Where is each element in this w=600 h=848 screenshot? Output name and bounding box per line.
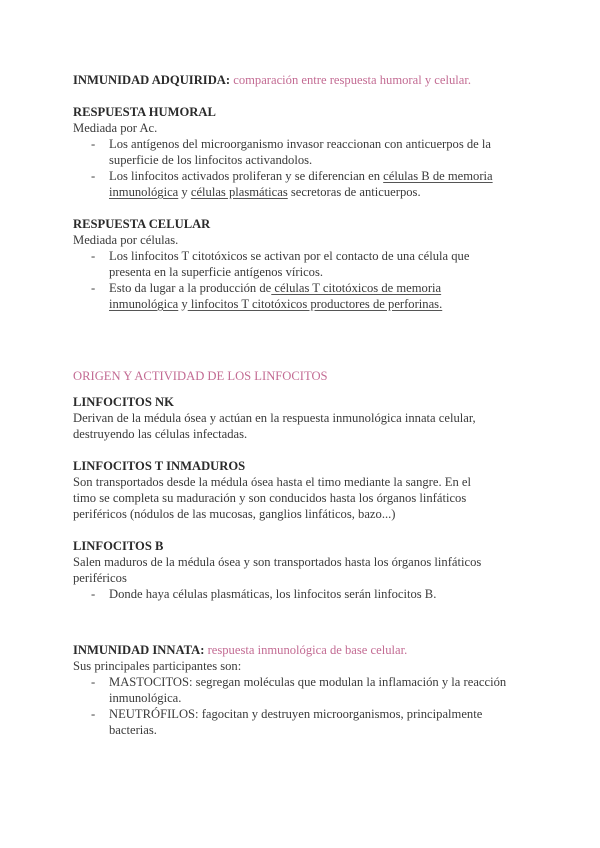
section-title-inmunidad-adquirida: INMUNIDAD ADQUIRIDA: comparación entre respuesta humoral y celular. xyxy=(73,73,472,87)
term-celulas-t-memoria: células T citotóxicos de memoria xyxy=(271,281,442,295)
humoral-list xyxy=(73,136,533,200)
section-title-inmunidad-innata: INMUNIDAD INNATA: respuesta inmunológica de base celular. xyxy=(73,643,408,657)
list-item: - NEUTRÓFILOS: fagocitan y destruyen microorganismos, principalmente bacterias. xyxy=(73,706,533,738)
heading-linfocitos-b: LINFOCITOS B xyxy=(73,539,164,553)
list-item: - Los antígenos del microorganismo invasor reaccionan con anticuerpos de la superficie de los linfocitos activandolos. xyxy=(73,136,533,168)
heading-respuesta-humoral: RESPUESTA HUMORAL xyxy=(73,105,216,119)
heading-linfocitos-t: LINFOCITOS T INMADUROS xyxy=(73,459,246,473)
innata-list xyxy=(73,674,533,738)
b-list xyxy=(73,586,533,602)
innata-intro: Sus principales participantes son: xyxy=(73,659,242,673)
list-item: - Los linfocitos T citotóxicos se activan por el contacto de una célula que presenta en la superficie antígenos víricos. xyxy=(73,248,533,280)
celular-list xyxy=(73,248,533,312)
heading-respuesta-celular: RESPUESTA CELULAR xyxy=(73,217,211,231)
term-celulas-b-memoria: células B de memoria xyxy=(383,169,493,183)
list-item: - MASTOCITOS: segregan moléculas que modulan la inflamación y la reacción inmunológica. xyxy=(73,674,533,706)
term-celulas-plasmaticas: células plasmáticas xyxy=(190,185,288,199)
nk-text: Derivan de la médula ósea y actúan en la respuesta inmunológica innata celular, xyxy=(73,411,476,425)
b-text: Salen maduros de la médula ósea y son transportados hasta los órganos linfáticos xyxy=(73,555,482,569)
list-item: - Esto da lugar a la producción de células T citotóxicos de memoria inmunológica y linfocitos T citotóxicos productores de perforinas. xyxy=(73,280,533,312)
list-item: - Donde haya células plasmáticas, los linfocitos serán linfocitos B. xyxy=(73,586,533,602)
humoral-intro: Mediada por Ac. xyxy=(73,121,158,135)
heading-linfocitos-nk: LINFOCITOS NK xyxy=(73,395,174,409)
document-page: INMUNIDAD ADQUIRIDA: comparación entre respuesta humoral y celular. RESPUESTA HUMORAL Mediada por Ac. - Los antígenos del microorganismo invasor reaccionan con anticuerpos de la superficie de los linfocitos activandolos. - Los linfocitos activados proliferan y se diferencian en células B de memoria inmunológica y células plasmáticas secretoras de anticuerpos. RESPUESTA CELULAR Mediada por células. - Los linfocitos T citotóxicos se activan por el contacto de una célula que presenta en la superficie antígenos víricos. - Esto da lugar a la producción de células T citotóxicos de memoria inmunológica y linfocitos T citotóxicos productores de perforinas. ORIGEN Y ACTIVIDAD DE LOS LINFOCITOS LINFOCITOS NK Derivan de la médula ósea y actúan en la respuesta inmunológica innata celular, destruyendo las células infectadas. LINFOCITOS T INMADUROS Son transportados desde la médula ósea hasta el timo mediante la sangre. En el timo se completa su maduración y son conducidos hasta los órganos linfáticos periféricos (nódulos de las mucosas, ganglios linfáticos, bazo...) LINFOCITOS B Salen maduros de la médula ósea y son transportados hasta los órganos linfáticos periféricos - Donde haya células plasmáticas, los linfocitos serán linfocitos B. INMUNIDAD INNATA: respuesta inmunológica de base celular. Sus principales participantes son: - MASTOCITOS: segregan moléculas que modulan la inflamación y la reacción inmunológica. - NEUTRÓFILOS: fagocitan y destruyen microorganismos, principalmente bacterias. xyxy=(73,72,533,738)
term-linfocitos-t-perforinas: linfocitos T citotóxicos productores de perforinas. xyxy=(187,297,443,311)
section-title-origen-linfocitos: ORIGEN Y ACTIVIDAD DE LOS LINFOCITOS xyxy=(73,369,328,383)
celular-intro: Mediada por células. xyxy=(73,233,179,247)
list-item: - Los linfocitos activados proliferan y se diferencian en células B de memoria inmunológica y células plasmáticas secretoras de anticuerpos. xyxy=(73,168,533,200)
t-text: Son transportados desde la médula ósea hasta el timo mediante la sangre. En el xyxy=(73,475,471,489)
